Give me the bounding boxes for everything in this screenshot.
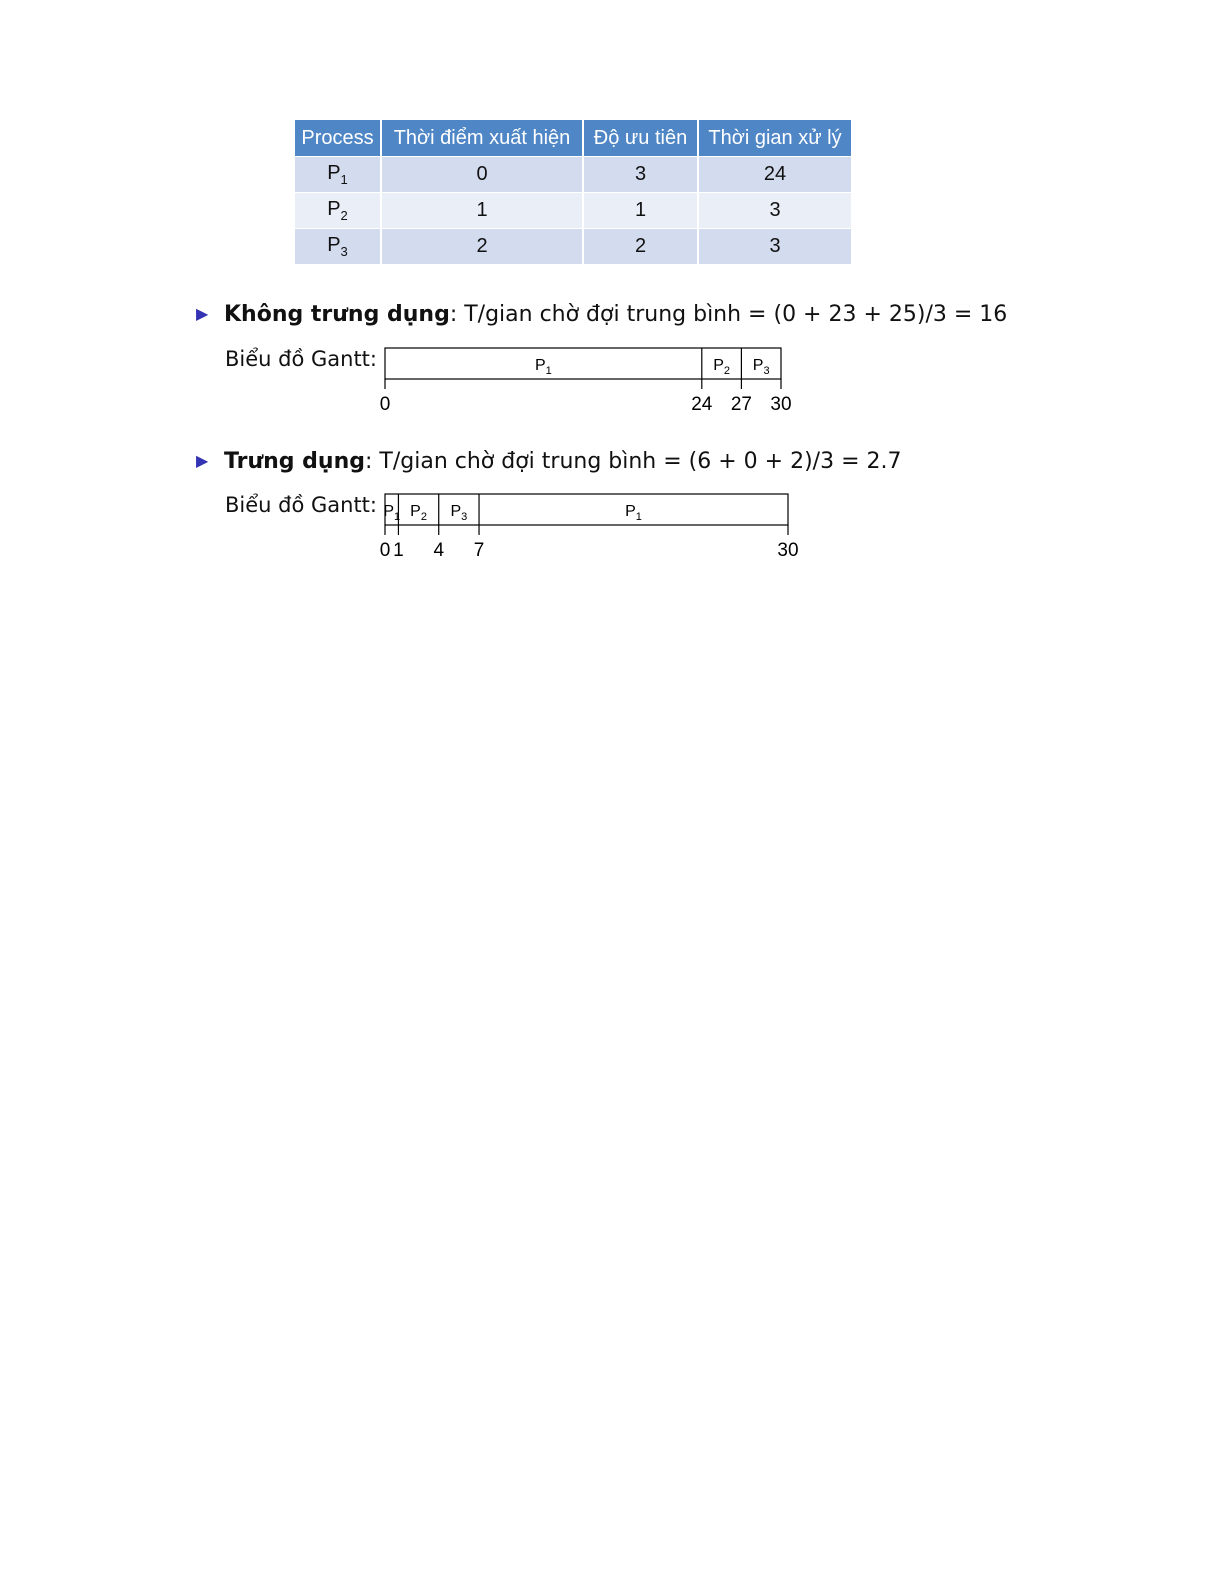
header-priority: Độ ưu tiên <box>583 120 698 157</box>
gantt-segment-label: $P_2$ <box>410 503 427 523</box>
header-process: Process <box>295 120 381 157</box>
gantt-tick-label: 1 <box>393 540 404 561</box>
section-title: Trưng dụng <box>224 449 365 474</box>
gantt-segment-label: $P_1$ <box>625 503 642 523</box>
gantt-segment-label: $P_2$ <box>713 357 730 377</box>
gantt-chart-non-preemptive <box>370 340 810 420</box>
cell-process: $P_1$ <box>295 157 381 193</box>
table-row <box>295 193 851 229</box>
preemptive-bullet <box>196 449 902 474</box>
section-formula: : T/gian chờ đợi trung bình = (0 + 23 + 25)/3 = 16 <box>449 302 1008 327</box>
gantt-tick-label: 0 <box>379 394 391 415</box>
bullet-triangle-icon: ▶ <box>196 304 209 323</box>
gantt-tick-label: 27 <box>730 394 752 415</box>
cell-burst: 24 <box>698 157 851 193</box>
cell-priority: 2 <box>583 229 698 265</box>
gantt-tick-label: 4 <box>433 540 445 561</box>
non-preemptive-bullet <box>196 302 1007 327</box>
gantt-segment-label: $P_3$ <box>450 503 468 523</box>
cell-burst: 3 <box>698 193 851 229</box>
gantt-segment-label: $P_1$ <box>535 357 552 377</box>
header-burst: Thời gian xử lý <box>698 120 851 157</box>
gantt-segment-label: $P_1$ <box>383 503 401 523</box>
gantt-tick-label: 30 <box>770 394 792 415</box>
cell-priority: 3 <box>583 157 698 193</box>
cell-priority: 1 <box>583 193 698 229</box>
gantt-label: Biểu đồ Gantt: <box>225 493 377 517</box>
cell-arrival: 0 <box>381 157 583 193</box>
process-table <box>295 120 851 264</box>
gantt-tick-label: 0 <box>379 540 391 561</box>
gantt-tick-label: 7 <box>473 540 485 561</box>
gantt-tick-label: 30 <box>777 540 799 561</box>
section-title: Không trưng dụng <box>224 302 450 327</box>
cell-arrival: 2 <box>381 229 583 265</box>
gantt-label: Biểu đồ Gantt: <box>225 347 377 371</box>
table-row <box>295 157 851 193</box>
cell-process: $P_3$ <box>295 229 381 265</box>
section-formula: : T/gian chờ đợi trung bình = (6 + 0 + 2)/3 = 2.7 <box>365 449 902 474</box>
table-header-row <box>295 120 851 157</box>
gantt-chart-preemptive <box>370 486 810 566</box>
gantt-segment-label: $P_3$ <box>752 357 770 377</box>
cell-burst: 3 <box>698 229 851 265</box>
cell-process: $P_2$ <box>295 193 381 229</box>
bullet-triangle-icon: ▶ <box>196 451 209 470</box>
gantt-tick-label: 24 <box>691 394 713 415</box>
cell-arrival: 1 <box>381 193 583 229</box>
gantt-box <box>385 494 788 525</box>
table-row <box>295 229 851 265</box>
header-arrival: Thời điểm xuất hiện <box>381 120 583 157</box>
